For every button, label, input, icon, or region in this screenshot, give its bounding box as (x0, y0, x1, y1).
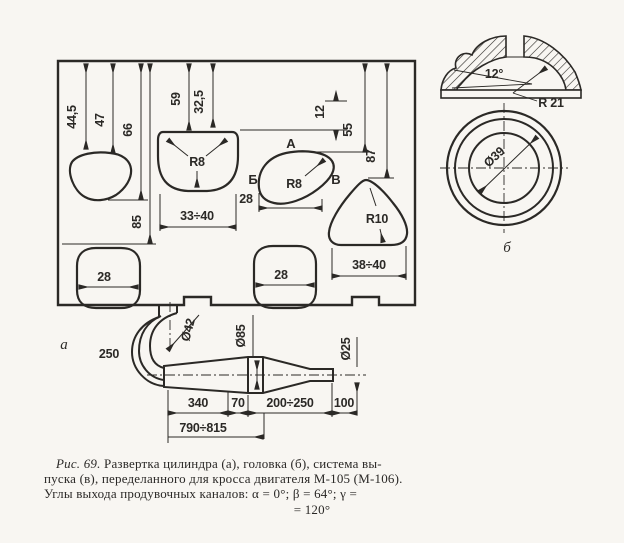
figure-number: Рис. 69. (56, 456, 101, 471)
port-left-transfer (70, 152, 131, 200)
dim-100: 100 (333, 396, 355, 410)
dim-33-40: 33÷40 (180, 209, 214, 223)
header-bend-inner (150, 313, 177, 368)
head-crosshair (440, 103, 568, 233)
dim-28-left: 28 (97, 270, 111, 284)
dimension-lines (79, 64, 406, 287)
dim-250: 250 (98, 347, 120, 361)
head-label: б (503, 240, 511, 256)
dim-head-angle: 12° (484, 67, 504, 81)
head-wall-left (441, 36, 506, 90)
dim-47: 47 (93, 113, 107, 127)
dim-28-exhaust: 28 (239, 192, 253, 206)
dim-44-5: 44,5 (65, 105, 79, 129)
dim-28-mid: 28 (274, 268, 288, 282)
dim-200-250: 200÷250 (266, 396, 314, 410)
point-v-label: В (331, 172, 341, 187)
caption-line-1 (44, 456, 580, 471)
development-label: а (60, 337, 68, 353)
head-section (441, 36, 581, 101)
dim-r21: R 21 (538, 96, 564, 110)
r8-arrow-left (168, 140, 188, 156)
r8-arrow-right (206, 140, 226, 156)
dim-340: 340 (187, 396, 209, 410)
dim-66: 66 (121, 123, 135, 137)
dim-dia42: Ø42 (178, 317, 198, 343)
dim-59: 59 (169, 92, 183, 106)
caption-line-4: = 120° (293, 501, 331, 517)
exhaust-system (132, 302, 366, 443)
caption-line-2: пуска (в), переделанного для кросса двигателя М-105 (М-106). (44, 471, 403, 487)
dim-r10: R10 (365, 212, 389, 226)
dim-70: 70 (231, 396, 245, 410)
r10-leader (370, 188, 376, 206)
head-bottom-view (440, 103, 568, 233)
figure-caption (44, 456, 580, 517)
dim-r8-top: R8 (189, 155, 205, 169)
dim-790-815: 790÷815 (179, 421, 227, 435)
dim-38-40: 38÷40 (352, 258, 386, 272)
caption-line-1-text: Развертка цилиндра (а), головка (б), система вы- (104, 456, 382, 471)
dim-r8-exhaust: R8 (286, 177, 302, 191)
r10-arrow-down (380, 229, 383, 242)
head-wall-right (524, 36, 581, 90)
dim-12: 12 (313, 105, 327, 119)
dim-dia85: Ø85 (234, 324, 248, 348)
dim-55: 55 (341, 123, 355, 137)
point-b-label: Б (248, 172, 258, 187)
dim-32-5: 32,5 (192, 90, 206, 114)
dim-87: 87 (364, 149, 378, 163)
header-bend-outer (132, 317, 164, 386)
dim-dia25: Ø25 (339, 337, 353, 361)
dim-85: 85 (130, 215, 144, 229)
point-a-label: А (286, 136, 296, 151)
caption-line-3: Углы выхода продувочных каналов: α = 0°; β = 64°; γ = (44, 486, 358, 502)
r8-exhaust-arrow (305, 160, 324, 176)
dim-bore-39: Ø39 (481, 144, 508, 171)
development-labels (60, 90, 388, 353)
